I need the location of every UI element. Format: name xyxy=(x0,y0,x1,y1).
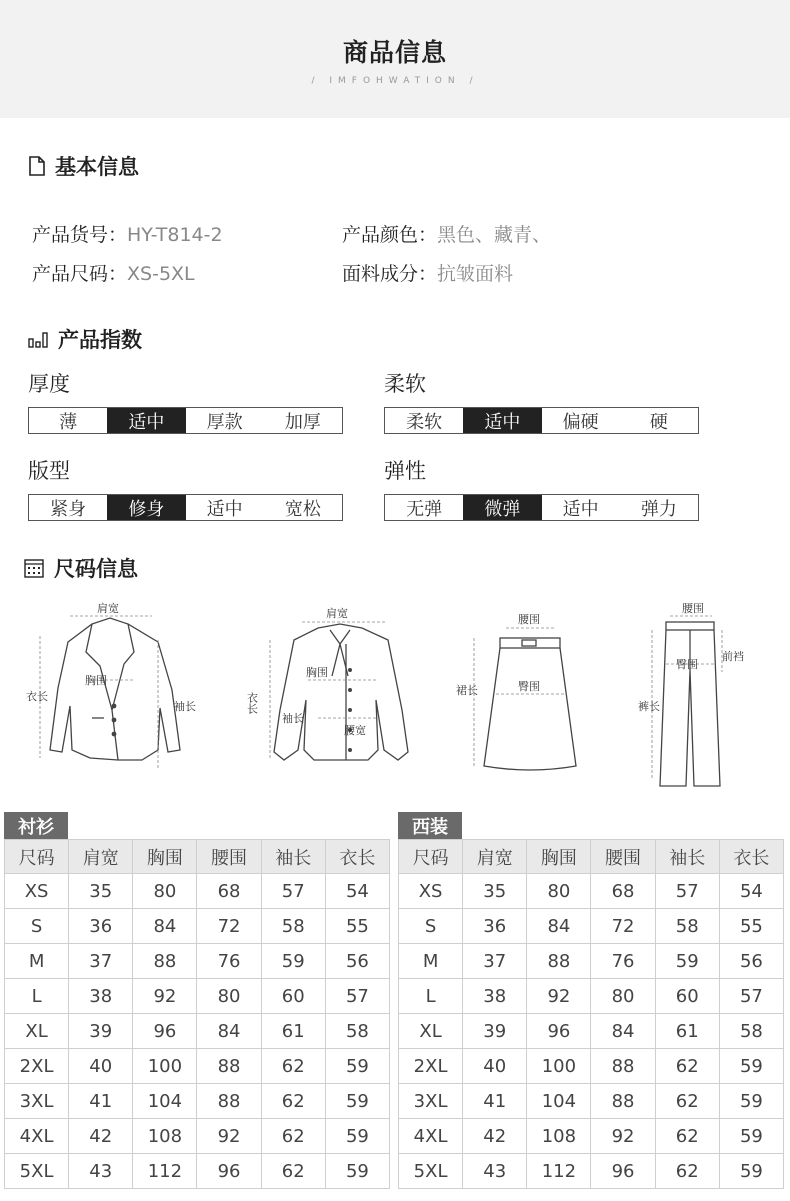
table-cell: 38 xyxy=(69,979,133,1014)
table-cell: 59 xyxy=(325,1154,389,1189)
table-cell: 38 xyxy=(463,979,527,1014)
table-cell: 112 xyxy=(527,1154,591,1189)
table-cell: 43 xyxy=(69,1154,133,1189)
info-label: 产品颜色： xyxy=(342,224,438,246)
scale-option: 厚款 xyxy=(206,411,243,433)
table-cell: 2XL xyxy=(5,1049,69,1084)
shirt-diagram xyxy=(245,600,423,790)
scale-option: 加厚 xyxy=(284,411,321,433)
table-cell: 61 xyxy=(655,1014,719,1049)
table-cell: M xyxy=(5,944,69,979)
table-row xyxy=(5,1084,390,1119)
table-cell: XL xyxy=(5,1014,69,1049)
table-row xyxy=(5,874,390,909)
skirt-label-waist: 腰围 xyxy=(518,613,540,626)
table-cell: 88 xyxy=(591,1049,655,1084)
table-header-row xyxy=(399,840,784,874)
blazer-diagram xyxy=(20,600,210,790)
scale-option-selected: 适中 xyxy=(463,408,541,433)
column-header: 肩宽 xyxy=(69,840,133,874)
table-cell: 108 xyxy=(527,1119,591,1154)
table-row xyxy=(399,874,784,909)
column-header: 肩宽 xyxy=(463,840,527,874)
index-label-elasticity: 弹性 xyxy=(384,459,426,483)
shirt-label-chest: 胸围 xyxy=(306,666,328,679)
section-product-index xyxy=(28,324,142,354)
section-basic-info xyxy=(28,151,139,181)
table-cell: 59 xyxy=(719,1154,783,1189)
table-cell: 62 xyxy=(655,1119,719,1154)
table-cell: 84 xyxy=(197,1014,261,1049)
table-cell: 59 xyxy=(325,1119,389,1154)
table-cell: 92 xyxy=(527,979,591,1014)
table-cell: 59 xyxy=(325,1084,389,1119)
table-cell: 4XL xyxy=(399,1119,463,1154)
table-cell: 72 xyxy=(591,909,655,944)
table-cell: 96 xyxy=(591,1154,655,1189)
blazer-label-chest: 胸围 xyxy=(85,674,107,687)
info-item-sku xyxy=(32,220,223,247)
table-cell: 62 xyxy=(655,1154,719,1189)
table-cell: 59 xyxy=(719,1119,783,1154)
table-cell: 39 xyxy=(463,1014,527,1049)
table-cell: 61 xyxy=(261,1014,325,1049)
table-cell: 88 xyxy=(197,1049,261,1084)
table-cell: 58 xyxy=(261,909,325,944)
scale-fit xyxy=(28,494,343,521)
table-cell: 100 xyxy=(133,1049,197,1084)
scale-option: 适中 xyxy=(206,498,243,520)
size-table xyxy=(4,839,390,1189)
pants-label-length: 裤长 xyxy=(638,700,660,713)
table-cell: 68 xyxy=(591,874,655,909)
table-cell: 58 xyxy=(655,909,719,944)
table-cell: 104 xyxy=(133,1084,197,1119)
table-cell: 57 xyxy=(655,874,719,909)
table-cell: 62 xyxy=(261,1154,325,1189)
table-cell: 96 xyxy=(197,1154,261,1189)
table-cell: 112 xyxy=(133,1154,197,1189)
table-cell: 41 xyxy=(69,1084,133,1119)
table-cell: 57 xyxy=(261,874,325,909)
table-cell: 100 xyxy=(527,1049,591,1084)
table-cell: XL xyxy=(399,1014,463,1049)
table-cell: 43 xyxy=(463,1154,527,1189)
table-cell: 80 xyxy=(133,874,197,909)
info-value: 黑色、藏青、 xyxy=(437,224,552,246)
section-size-info xyxy=(24,553,138,583)
scale-option: 紧身 xyxy=(50,498,87,520)
info-item-fabric xyxy=(342,259,513,286)
table-cell: 96 xyxy=(133,1014,197,1049)
scale-option: 柔软 xyxy=(406,411,443,433)
pants-label-rise: 前裆 xyxy=(722,650,744,663)
table-cell: 5XL xyxy=(5,1154,69,1189)
table-cell: 54 xyxy=(325,874,389,909)
skirt-label-length: 裙长 xyxy=(456,684,478,697)
table-row xyxy=(5,979,390,1014)
info-value: 抗皱面料 xyxy=(437,263,514,285)
scale-option: 适中 xyxy=(562,498,599,520)
skirt-diagram xyxy=(450,602,600,792)
table-cell: 40 xyxy=(69,1049,133,1084)
scale-thickness xyxy=(28,407,343,434)
table-cell: 57 xyxy=(325,979,389,1014)
table-cell: 60 xyxy=(261,979,325,1014)
table-row xyxy=(399,1154,784,1189)
table-cell: 80 xyxy=(591,979,655,1014)
table-cell: 4XL xyxy=(5,1119,69,1154)
table-cell: 62 xyxy=(261,1049,325,1084)
pants-diagram xyxy=(630,600,760,790)
table-cell: 88 xyxy=(133,944,197,979)
table-cell: 62 xyxy=(261,1084,325,1119)
table-cell: 80 xyxy=(197,979,261,1014)
table-cell: 104 xyxy=(527,1084,591,1119)
table-row xyxy=(399,1084,784,1119)
table-cell: 55 xyxy=(719,909,783,944)
table-cell: 2XL xyxy=(399,1049,463,1084)
index-label-thickness: 厚度 xyxy=(28,372,70,396)
column-header: 袖长 xyxy=(261,840,325,874)
info-value: HY-T814-2 xyxy=(127,224,223,246)
table-cell: 84 xyxy=(591,1014,655,1049)
section-size-title: 尺码信息 xyxy=(54,557,138,581)
table-row xyxy=(5,1119,390,1154)
table-cell: 42 xyxy=(69,1119,133,1154)
column-header: 胸围 xyxy=(527,840,591,874)
table-cell: 35 xyxy=(69,874,133,909)
table-cell: 39 xyxy=(69,1014,133,1049)
table-cell: 76 xyxy=(591,944,655,979)
info-label: 产品尺码： xyxy=(32,263,128,285)
scale-option-selected: 微弹 xyxy=(463,495,541,520)
table-tab: 衬衫 xyxy=(4,812,68,839)
table-cell: M xyxy=(399,944,463,979)
blazer-label-length: 衣长 xyxy=(26,690,48,703)
table-cell: 84 xyxy=(133,909,197,944)
shirt-label-length: 衣长 xyxy=(245,692,259,714)
table-cell: 3XL xyxy=(399,1084,463,1119)
table-row xyxy=(399,944,784,979)
table-row xyxy=(399,1119,784,1154)
scale-option: 硬 xyxy=(649,411,668,433)
scale-option: 偏硬 xyxy=(562,411,599,433)
info-label: 产品货号： xyxy=(32,224,128,246)
pants-label-waist: 腰围 xyxy=(682,602,704,615)
column-header: 腰围 xyxy=(197,840,261,874)
table-cell: 40 xyxy=(463,1049,527,1084)
column-header: 腰围 xyxy=(591,840,655,874)
table-cell: 62 xyxy=(261,1119,325,1154)
ruler-grid-icon xyxy=(24,558,44,578)
info-item-color xyxy=(342,220,551,247)
table-cell: L xyxy=(399,979,463,1014)
table-cell: 3XL xyxy=(5,1084,69,1119)
bar-chart-icon xyxy=(28,330,48,348)
table-cell: L xyxy=(5,979,69,1014)
table-cell: S xyxy=(399,909,463,944)
scale-elasticity xyxy=(384,494,699,521)
table-cell: 92 xyxy=(133,979,197,1014)
blazer-label-shoulder: 肩宽 xyxy=(97,602,119,615)
table-row xyxy=(399,1049,784,1084)
table-cell: 55 xyxy=(325,909,389,944)
table-cell: 5XL xyxy=(399,1154,463,1189)
column-header: 袖长 xyxy=(655,840,719,874)
table-cell: 76 xyxy=(197,944,261,979)
page-subtitle: / IMFOHWATION / xyxy=(311,76,479,86)
table-header-row xyxy=(5,840,390,874)
table-cell: 62 xyxy=(655,1084,719,1119)
scale-option-selected: 修身 xyxy=(107,495,185,520)
column-header: 衣长 xyxy=(325,840,389,874)
table-cell: 59 xyxy=(325,1049,389,1084)
table-cell: 72 xyxy=(197,909,261,944)
table-cell: 36 xyxy=(463,909,527,944)
table-cell: 57 xyxy=(719,979,783,1014)
scale-option: 薄 xyxy=(59,411,78,433)
table-cell: 36 xyxy=(69,909,133,944)
document-icon xyxy=(28,156,45,176)
info-label: 面料成分： xyxy=(342,263,438,285)
table-cell: 58 xyxy=(719,1014,783,1049)
column-header: 胸围 xyxy=(133,840,197,874)
scale-option-selected: 适中 xyxy=(107,408,185,433)
column-header: 尺码 xyxy=(399,840,463,874)
table-cell: 96 xyxy=(527,1014,591,1049)
table-cell: 42 xyxy=(463,1119,527,1154)
scale-softness xyxy=(384,407,699,434)
shirt-label-shoulder: 肩宽 xyxy=(326,607,348,620)
table-cell: 37 xyxy=(69,944,133,979)
table-row xyxy=(399,979,784,1014)
table-cell: 37 xyxy=(463,944,527,979)
table-cell: 56 xyxy=(719,944,783,979)
table-row xyxy=(5,1154,390,1189)
table-cell: 60 xyxy=(655,979,719,1014)
index-label-softness: 柔软 xyxy=(384,372,426,396)
info-item-size xyxy=(32,259,195,286)
table-cell: 59 xyxy=(719,1049,783,1084)
skirt-label-hip: 臀围 xyxy=(518,680,540,693)
table-cell: 84 xyxy=(527,909,591,944)
table-cell: 58 xyxy=(325,1014,389,1049)
table-cell: 108 xyxy=(133,1119,197,1154)
table-cell: 88 xyxy=(197,1084,261,1119)
table-cell: XS xyxy=(399,874,463,909)
table-cell: 59 xyxy=(655,944,719,979)
info-value: XS-5XL xyxy=(127,263,195,285)
section-basic-title: 基本信息 xyxy=(55,155,139,179)
table-cell: 88 xyxy=(591,1084,655,1119)
blazer-label-sleeve: 袖长 xyxy=(174,700,196,713)
section-index-title: 产品指数 xyxy=(58,328,142,352)
table-cell: S xyxy=(5,909,69,944)
page-title: 商品信息 xyxy=(342,38,447,67)
table-tab: 西装 xyxy=(398,812,462,839)
table-cell: 80 xyxy=(527,874,591,909)
table-row xyxy=(399,1014,784,1049)
pants-label-hip: 臀围 xyxy=(676,658,698,671)
table-row xyxy=(5,1049,390,1084)
column-header: 衣长 xyxy=(719,840,783,874)
table-cell: 56 xyxy=(325,944,389,979)
size-table xyxy=(398,839,784,1189)
index-label-fit: 版型 xyxy=(28,459,70,483)
scale-option: 弹力 xyxy=(640,498,677,520)
shirt-label-waist: 腰宽 xyxy=(344,724,366,737)
shirt-label-sleeve: 袖长 xyxy=(282,712,304,725)
scale-option: 宽松 xyxy=(284,498,321,520)
table-cell: 88 xyxy=(527,944,591,979)
table-cell: 59 xyxy=(261,944,325,979)
table-row xyxy=(5,944,390,979)
table-row xyxy=(399,909,784,944)
table-cell: XS xyxy=(5,874,69,909)
column-header: 尺码 xyxy=(5,840,69,874)
table-cell: 41 xyxy=(463,1084,527,1119)
table-cell: 54 xyxy=(719,874,783,909)
table-cell: 35 xyxy=(463,874,527,909)
table-row xyxy=(5,1014,390,1049)
table-row xyxy=(5,909,390,944)
table-cell: 59 xyxy=(719,1084,783,1119)
table-cell: 68 xyxy=(197,874,261,909)
table-cell: 62 xyxy=(655,1049,719,1084)
table-cell: 92 xyxy=(197,1119,261,1154)
scale-option: 无弹 xyxy=(406,498,443,520)
table-cell: 92 xyxy=(591,1119,655,1154)
